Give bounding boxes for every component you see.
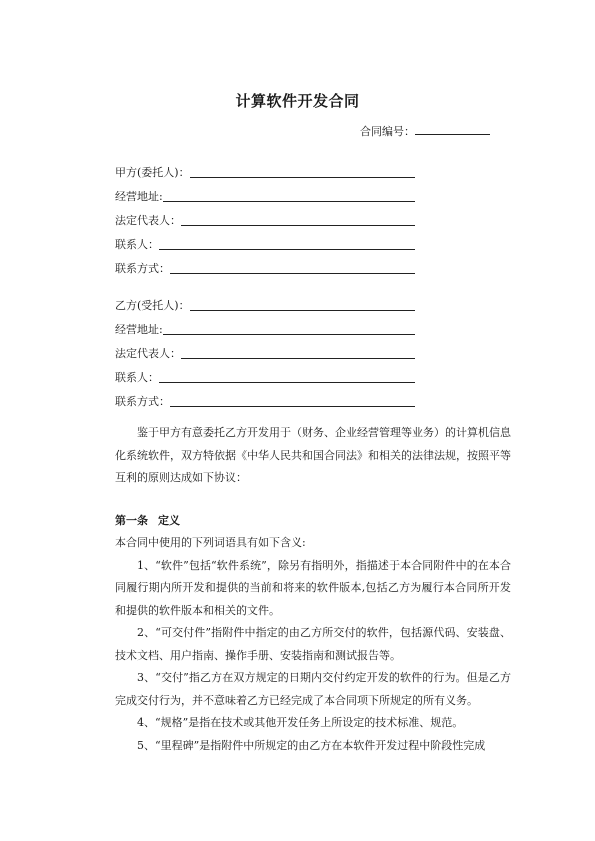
fill-blank bbox=[159, 370, 415, 383]
party-a-name-field bbox=[115, 156, 415, 180]
party-a-block bbox=[115, 156, 415, 276]
fill-blank bbox=[181, 213, 415, 226]
preamble bbox=[115, 422, 511, 490]
contract-number-blank bbox=[415, 123, 490, 135]
definition-item: 4、“规格”是指在技术或其他开发任务上所设定的技术标准、规范。 bbox=[137, 716, 464, 729]
field-label: 甲方(委托人)： bbox=[115, 166, 190, 179]
contract-number-label: 合同编号： bbox=[360, 125, 415, 138]
field-label: 乙方(受托人)： bbox=[115, 299, 190, 312]
field-label: 联系方式： bbox=[115, 262, 170, 275]
article-1-heading bbox=[115, 512, 180, 528]
party-b-legal-rep-field bbox=[115, 337, 415, 361]
field-label: 联系人： bbox=[115, 371, 159, 384]
party-b-block bbox=[115, 289, 415, 409]
definition-item: 1、“软件”包括“软件系统”，除另有指明外，指描述于本合同附件中的在本合同履行期内所开发和提供的当前和将来的软件版本,包括乙方为履行本合同所开发和提供的软件版本和相关的文件。 bbox=[115, 558, 511, 617]
article-title: 定义 bbox=[158, 514, 180, 527]
article-intro: 本合同中使用的下列词语具有如下含义: bbox=[115, 536, 306, 549]
party-b-address-field bbox=[115, 313, 415, 337]
definition-item: 2、“可交付件”指附件中指定的由乙方所交付的软件，包括源代码、安装盘、技术文档、用户指南、操作手册、安装指南和测试报告等。 bbox=[115, 626, 511, 662]
definition-item: 3、“交付”指乙方在双方规定的日期内交付约定开发的软件的行为。但是乙方完成交付行为，并不意味着乙方已经完成了本合同项下所规定的所有义务。 bbox=[115, 671, 511, 707]
preamble-paragraph: 鉴于甲方有意委托乙方开发用于（财务、企业经营管理等业务）的计算机信息化系统软件，双方特依据《中华人民共和国合同法》和相关的法律法规，按照平等互利的原则达成如下协议： bbox=[115, 426, 511, 484]
field-label: 法定代表人： bbox=[115, 214, 181, 227]
article-1-body bbox=[115, 532, 511, 757]
field-label: 法定代表人： bbox=[115, 347, 181, 360]
party-a-address-field bbox=[115, 180, 415, 204]
field-label: 经营地址: bbox=[115, 323, 163, 336]
fill-blank bbox=[170, 394, 415, 407]
party-a-contact-field bbox=[115, 228, 415, 252]
field-label: 联系方式： bbox=[115, 395, 170, 408]
party-b-contact-field bbox=[115, 361, 415, 385]
definition-item: 5、“里程碑”是指附件中所规定的由乙方在本软件开发过程中阶段性完成 bbox=[137, 738, 486, 752]
party-a-phone-field bbox=[115, 252, 415, 276]
field-label: 联系人： bbox=[115, 238, 159, 251]
field-label: 经营地址: bbox=[115, 190, 163, 203]
contract-number bbox=[360, 123, 490, 139]
fill-blank bbox=[181, 346, 415, 359]
article-number: 第一条 bbox=[115, 514, 148, 527]
fill-blank bbox=[170, 261, 415, 274]
fill-blank bbox=[163, 322, 415, 335]
fill-blank bbox=[190, 165, 415, 178]
fill-blank bbox=[190, 298, 415, 311]
party-a-legal-rep-field bbox=[115, 204, 415, 228]
party-b-name-field bbox=[115, 289, 415, 313]
document-title: 计算软件开发合同 bbox=[235, 92, 360, 110]
party-b-phone-field bbox=[115, 385, 415, 409]
fill-blank bbox=[159, 237, 415, 250]
fill-blank bbox=[163, 189, 415, 202]
